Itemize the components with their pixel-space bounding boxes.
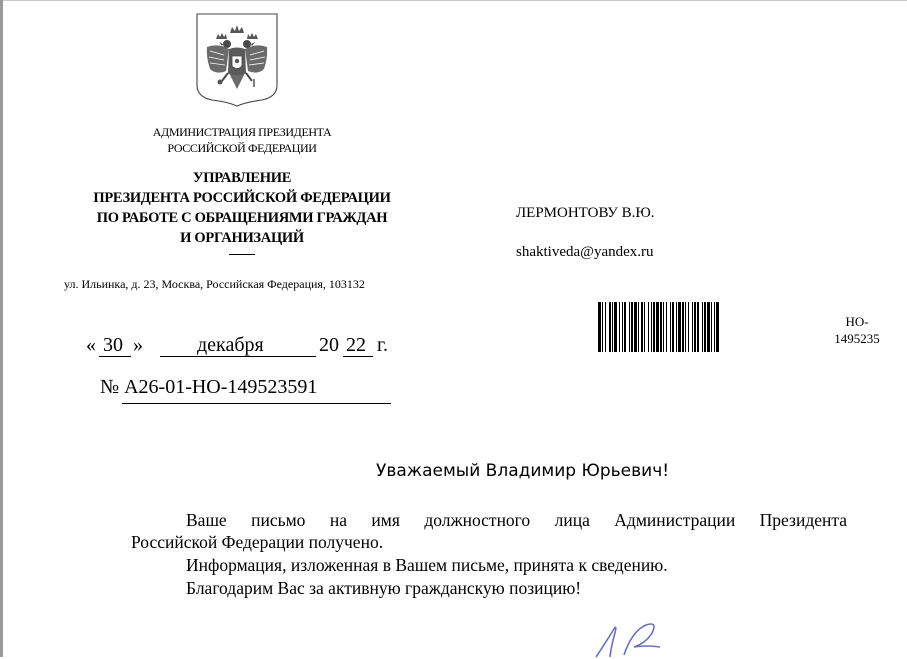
department-line1: УПРАВЛЕНИЕ (192, 170, 292, 186)
barcode-bar (676, 302, 677, 352)
registration-number-value: А26-01-НО-149523591 (124, 376, 318, 398)
barcode-bar (688, 302, 689, 352)
date-day-underline (99, 356, 131, 357)
barcode-bar (612, 302, 613, 352)
barcode-bar (638, 302, 639, 352)
barcode-bar (634, 302, 637, 352)
recipient-name: ЛЕРМОНТОВУ В.Ю. (516, 205, 655, 221)
page-top-edge (0, 0, 907, 1)
barcode-bar (704, 302, 706, 352)
sender-address: ул. Ильинка, д. 23, Москва, Российская Федерация, 103132 (64, 277, 365, 291)
barcode-bar (631, 302, 633, 352)
admin-name-line2: РОССИЙСКОЙ ФЕДЕРАЦИИ (167, 141, 317, 155)
page-left-edge (0, 0, 3, 657)
barcode-bar (605, 302, 606, 352)
barcode-bar (714, 302, 715, 352)
department-line2: ПРЕЗИДЕНТА РОССИЙСКОЙ ФЕДЕРАЦИИ (93, 190, 391, 206)
date-open-quote: « (86, 334, 96, 356)
document-barcode (598, 302, 822, 352)
letter-paragraph1-line1: Ваше письмо на имя должностного лица Администрации Президента (186, 510, 847, 530)
barcode-bar (651, 302, 652, 352)
registration-number (100, 376, 317, 399)
date-day: 30 (103, 334, 123, 356)
barcode-bar (629, 302, 630, 352)
barcode-bar (644, 302, 645, 352)
barcode-bar (685, 302, 686, 352)
barcode-bar (716, 302, 719, 352)
barcode-bar (694, 302, 696, 352)
header-divider (229, 254, 255, 255)
barcode-bar (624, 302, 626, 352)
department-line4: И ОРГАНИЗАЦИЙ (180, 230, 304, 246)
barcode-bar (682, 302, 684, 352)
date-year-suffix: 22 (346, 334, 366, 356)
barcode-bar (702, 302, 703, 352)
barcode-bar (666, 302, 667, 352)
barcode-bar (602, 302, 603, 352)
admin-name-line1: АДМИНИСТРАЦИЯ ПРЕЗИДЕНТА (152, 125, 332, 139)
barcode-caption-line1: НО- (845, 314, 869, 329)
barcode-bar (641, 302, 643, 352)
recipient-email: shaktiveda@yandex.ru (516, 244, 654, 260)
barcode-bar (614, 302, 617, 352)
barcode-bar (648, 302, 649, 352)
date-year-prefix: 20 (319, 334, 339, 356)
barcode-bar (692, 302, 693, 352)
barcode-caption-line2: 1495235 (834, 331, 880, 346)
date-year-mark: г. (377, 334, 388, 356)
barcode-bar (619, 302, 620, 352)
coat-of-arms-emblem (196, 13, 278, 107)
barcode-bar (678, 302, 681, 352)
barcode-bar (622, 302, 623, 352)
registration-number-underline (122, 403, 391, 404)
letter-paragraph3: Благодарим Вас за активную гражданскую позицию! (186, 578, 582, 598)
barcode-bar (653, 302, 655, 352)
date-year-underline (343, 356, 373, 357)
date-month: декабря (197, 334, 264, 356)
handwritten-signature (588, 617, 668, 659)
department-line3: ПО РАБОТЕ С ОБРАЩЕНИЯМИ ГРАЖДАН (96, 210, 388, 226)
barcode-bar (707, 302, 710, 352)
barcode-bar (660, 302, 662, 352)
barcode-bar (711, 302, 712, 352)
letter-greeting: Уважаемый Владимир Юрьевич! (376, 461, 670, 481)
barcode-bar (609, 302, 611, 352)
date-close-quote: » (133, 334, 143, 356)
date-month-underline (160, 356, 316, 357)
barcode-bar (670, 302, 671, 352)
barcode-bar (663, 302, 664, 352)
registration-number-label: № (100, 376, 120, 398)
barcode-bar (656, 302, 659, 352)
barcode-bar (598, 302, 601, 352)
letter-paragraph1-line2: Российской Федерации получено. (131, 532, 384, 552)
barcode-bar (672, 302, 674, 352)
letter-paragraph2: Информация, изложенная в Вашем письме, принята к сведению. (186, 555, 668, 575)
barcode-bar (697, 302, 699, 352)
